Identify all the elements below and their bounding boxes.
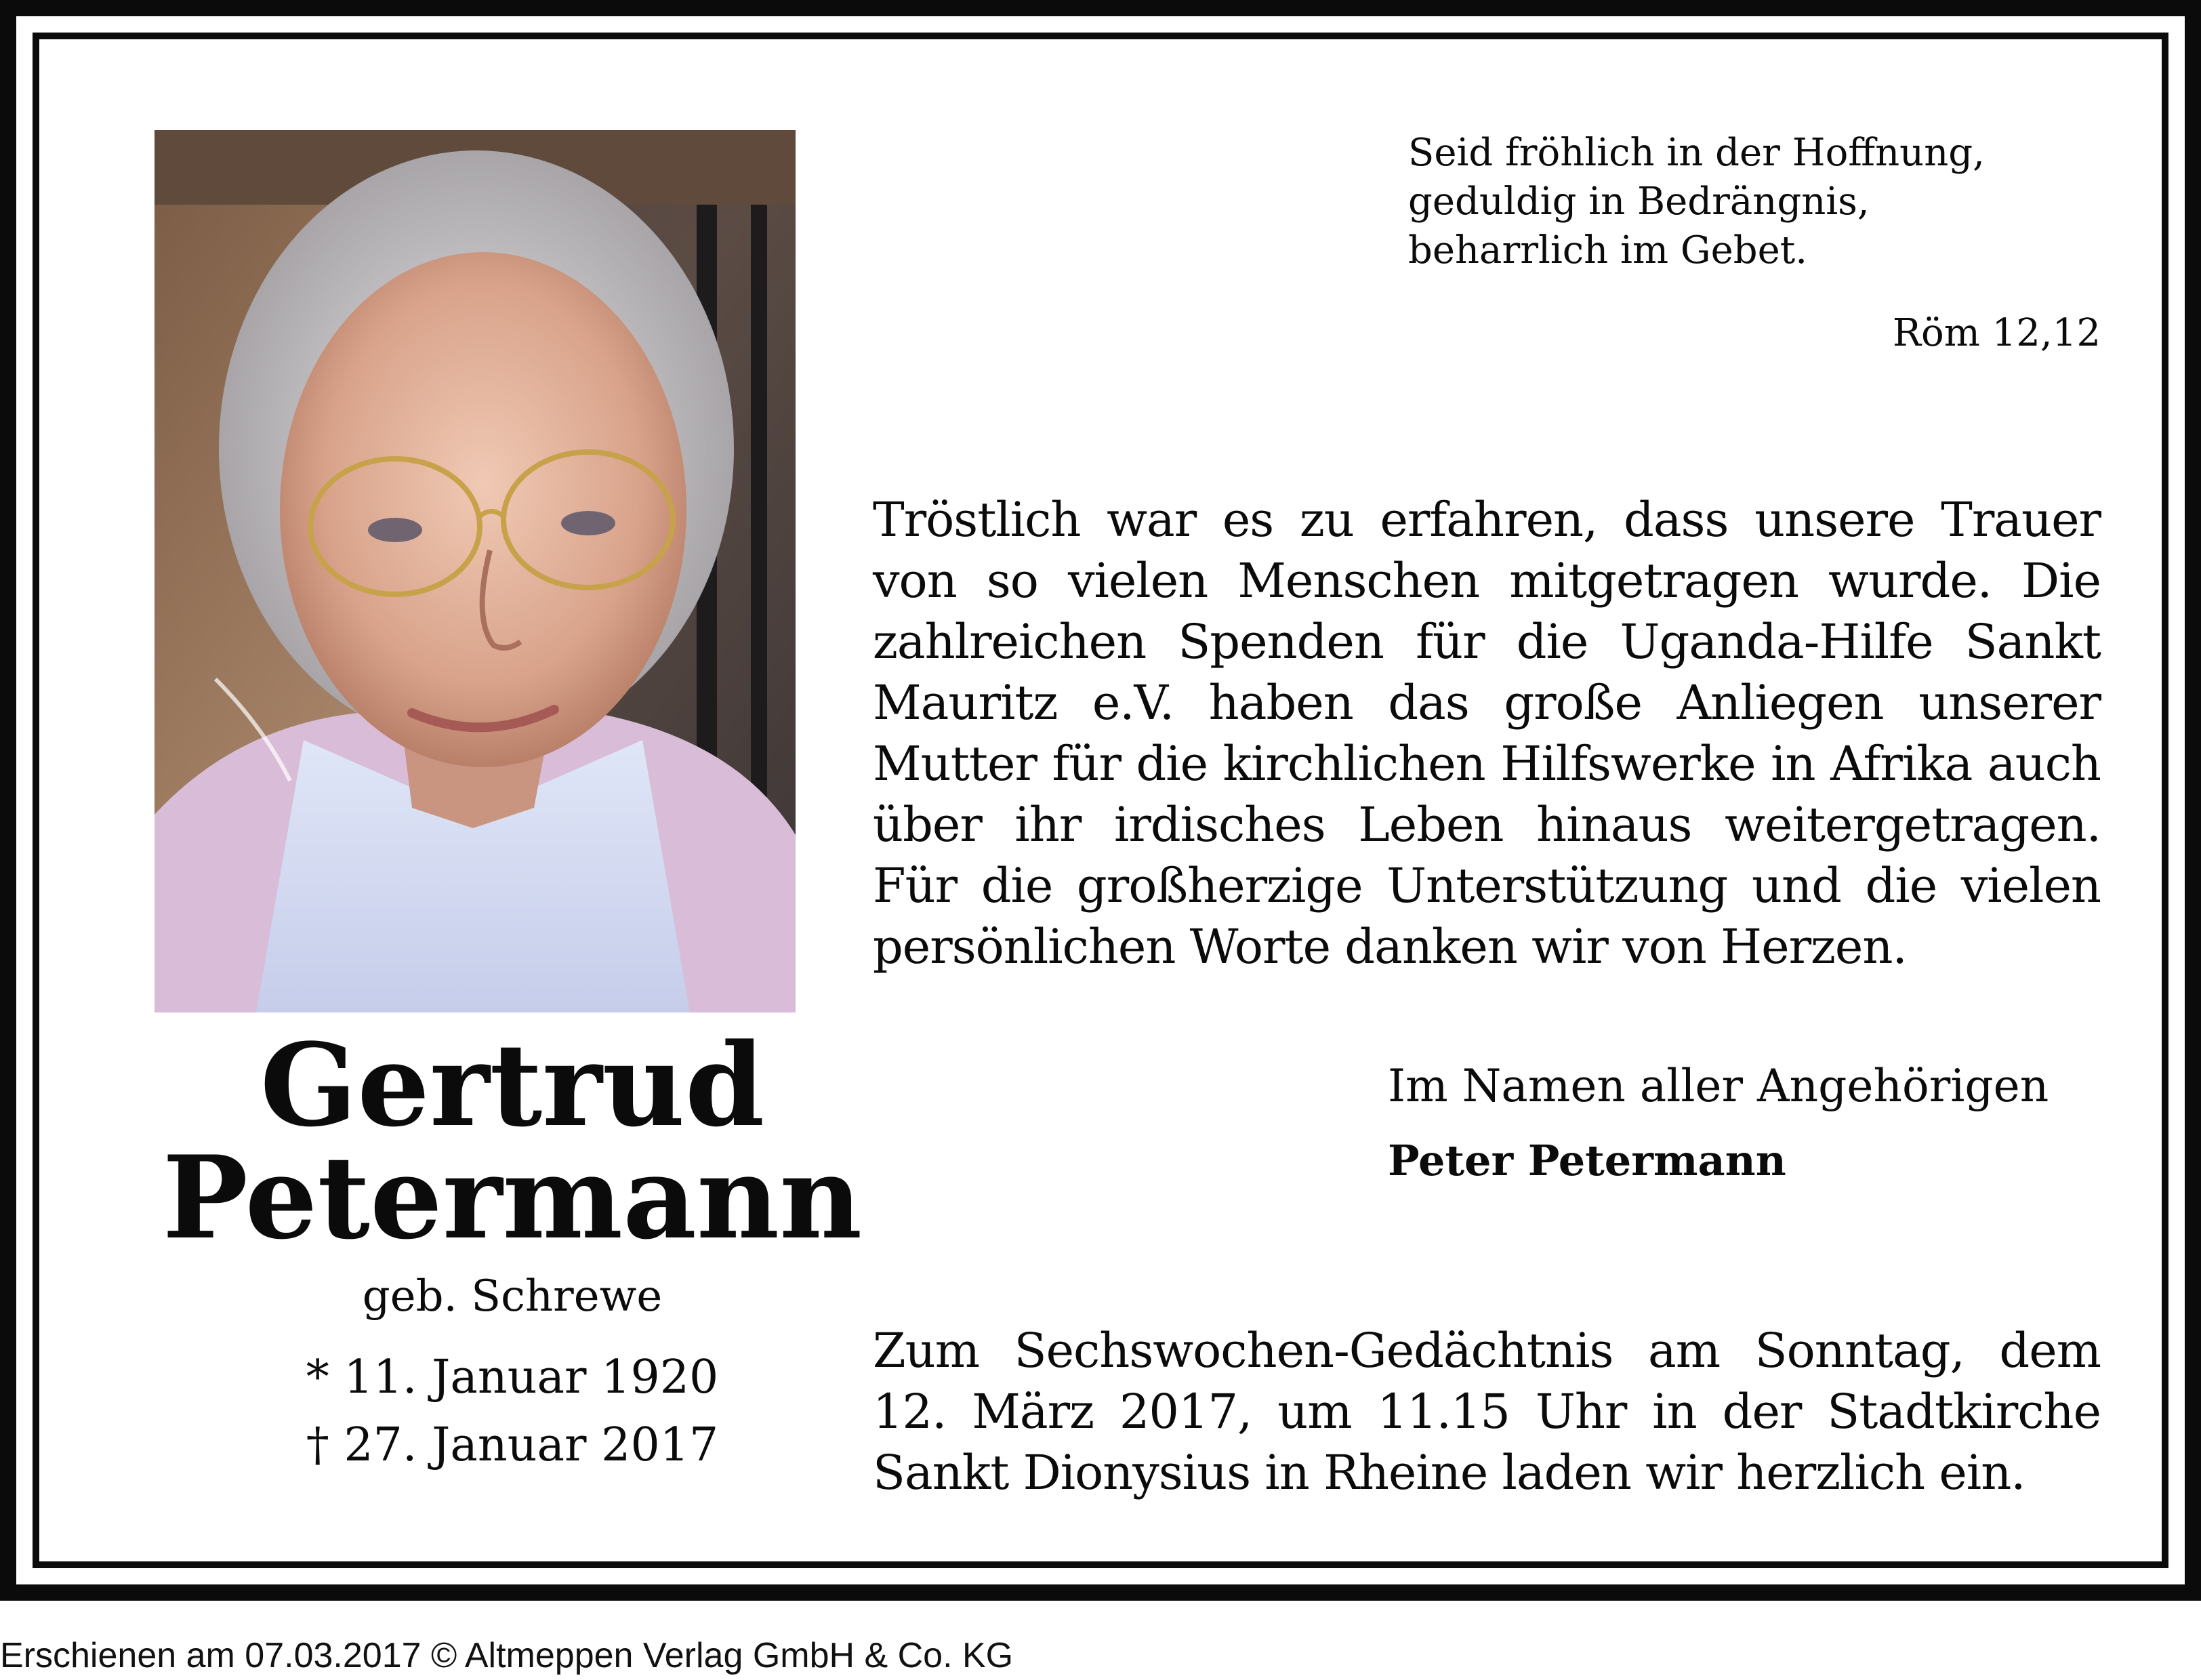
on-behalf-line: Im Namen aller Angehörigen — [1388, 1060, 2049, 1112]
publication-footer: Erschienen am 07.03.2017 © Altmeppen Verlag GmbH & Co. KG — [0, 1636, 1014, 1675]
last-name: Petermann — [162, 1130, 863, 1265]
bible-verse — [1408, 129, 2099, 275]
birth-date: * 11. Januar 1920 — [306, 1351, 719, 1404]
signer-name: Peter Petermann — [1388, 1136, 1786, 1185]
thanks-paragraph: Tröstlich war es zu erfahren, dass unsere Trauer von so vielen Menschen mitgetragen wurde. Die zahlreichen Spenden für die Uganda-Hilfe Sankt Mauritz e.V. haben das große Anliegen unserer Mutter für die kirchlichen Hilfswerke in Afrika auch über ihr irdisches Leben hinaus weitergetragen. Für die großherzige Unterstützung und die vielen persönlichen Worte danken wir von Herzen. — [873, 492, 2101, 975]
deceased-name — [87, 1018, 938, 1265]
verse-reference: Röm 12,12 — [1892, 311, 2101, 355]
death-date: † 27. Januar 2017 — [306, 1418, 719, 1472]
maiden-name: geb. Schrewe — [362, 1271, 663, 1322]
obituary-card — [39, 39, 2162, 1561]
memorial-invitation: Zum Sechswochen-Gedächtnis am Sonntag, dem 12. März 2017, um 11.15 Uhr in der Stadtkirche Sankt Dionysius in Rheine laden wir herzlich ein. — [873, 1323, 2101, 1500]
life-dates — [39, 1344, 985, 1479]
first-name: Gertrud — [260, 1018, 765, 1152]
portrait-illustration — [155, 130, 796, 1012]
verse-line: beharrlich im Gebet. — [1408, 228, 1808, 272]
portrait-photo — [155, 130, 796, 1012]
verse-line: geduldig in Bedrängnis, — [1408, 180, 1870, 224]
verse-line: Seid fröhlich in der Hoffnung, — [1408, 131, 1985, 175]
